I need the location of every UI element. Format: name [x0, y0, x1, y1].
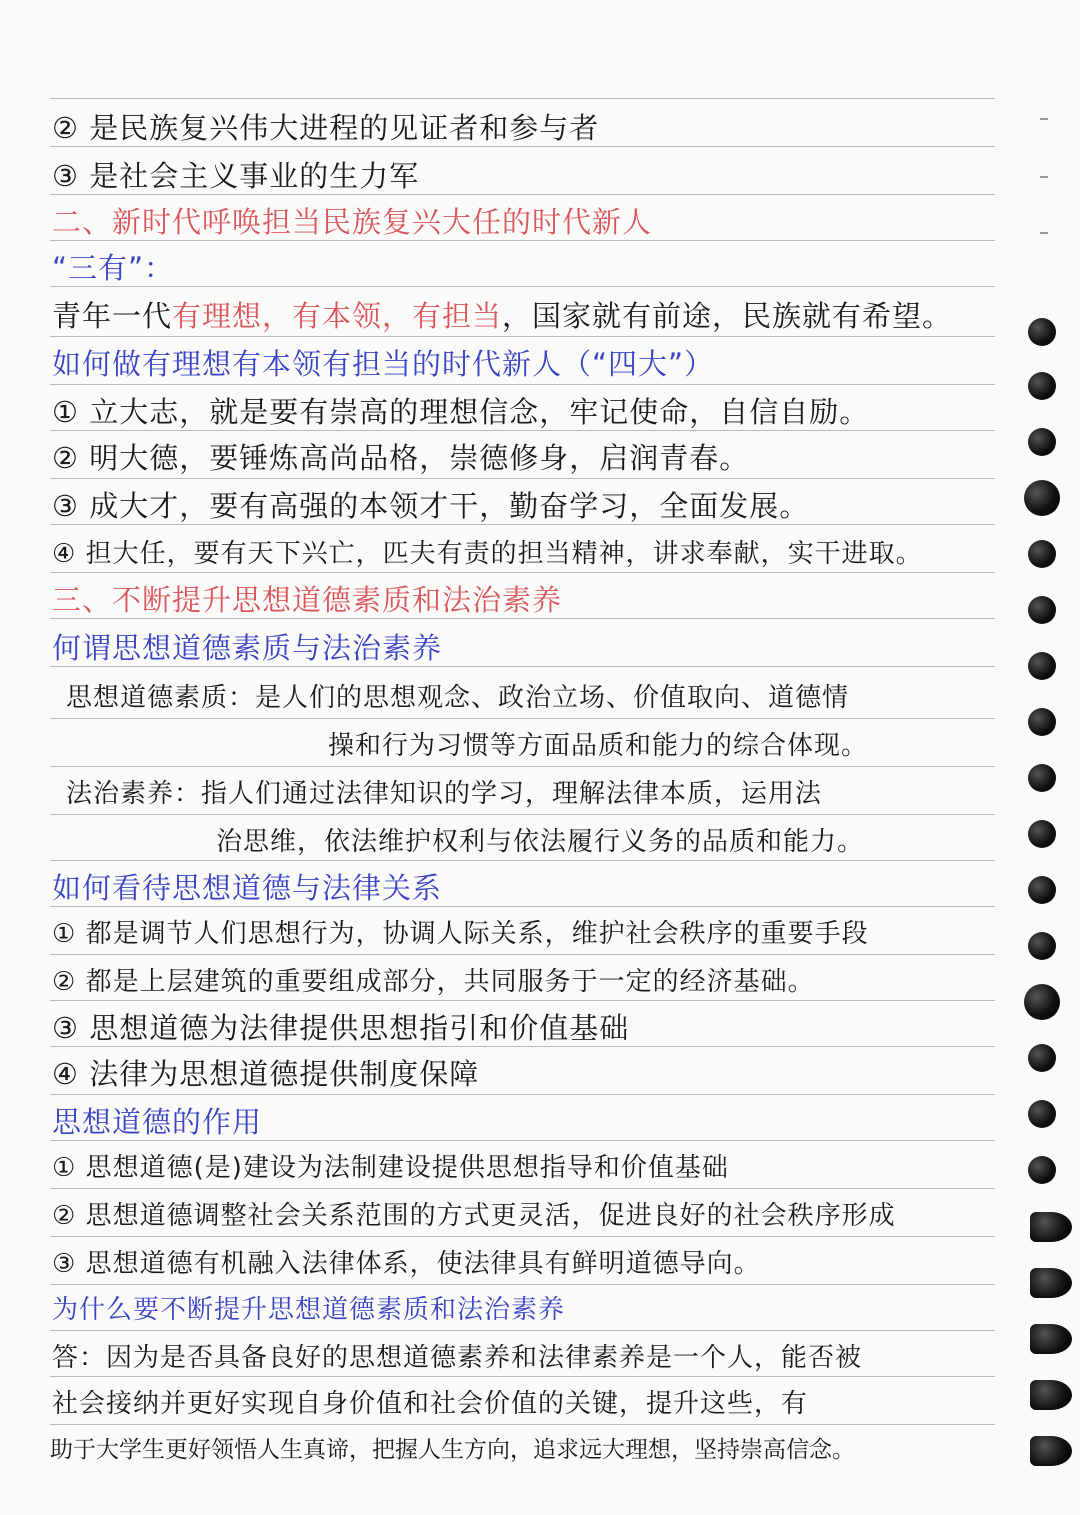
highlighted-text: 有理想，有本领，有担当 — [172, 299, 503, 333]
text-segment: 青年一代 — [52, 299, 173, 333]
subheading: 何谓思想道德素质与法治素养 — [52, 631, 443, 665]
note-line: ② 是民族复兴伟大进程的见证者和参与者 — [52, 111, 600, 145]
subheading: “三有”： — [52, 251, 175, 285]
ruled-line — [50, 1330, 995, 1331]
note-line: ③ 思想道德为法律提供思想指引和价值基础 — [52, 1011, 630, 1045]
binding-hole — [1030, 1212, 1072, 1242]
note-line: ② 明大德，要锤炼高尚品格，崇德修身，启润青春。 — [52, 441, 750, 475]
subheading: 为什么要不断提升思想道德素质和法治素养 — [52, 1295, 566, 1325]
note-line: ③ 思想道德有机融入法律体系，使法律具有鲜明道德导向。 — [52, 1249, 761, 1279]
binding-hole — [1028, 1044, 1056, 1072]
ruled-line — [50, 1284, 995, 1285]
ruled-line — [50, 1094, 995, 1095]
note-line: 治思维，依法维护权利与依法履行义务的品质和能力。 — [216, 827, 865, 857]
binding-hole — [1030, 1380, 1072, 1410]
ruled-line — [50, 1188, 995, 1189]
note-line: 答：因为是否具备良好的思想道德素养和法律素养是一个人，能否被 — [52, 1343, 863, 1373]
ruled-line — [50, 954, 995, 955]
binding-hole — [1028, 428, 1056, 456]
subheading: 如何做有理想有本领有担当的时代新人（“四大”） — [52, 347, 715, 381]
binding-hole — [1028, 764, 1056, 792]
note-line — [52, 296, 952, 336]
binding-hole — [1028, 708, 1056, 736]
note-line: ① 都是调节人们思想行为，协调人际关系，维护社会秩序的重要手段 — [52, 919, 869, 949]
ruled-line — [50, 336, 995, 337]
ruled-line — [50, 384, 995, 385]
binding-hole — [1024, 984, 1060, 1020]
note-line: ② 思想道德调整社会关系范围的方式更灵活，促进良好的社会秩序形成 — [52, 1201, 896, 1231]
binding-hole — [1028, 932, 1056, 960]
note-line: 助于大学生更好领悟人生真谛，把握人生方向，追求远大理想，坚持崇高信念。 — [50, 1437, 855, 1463]
section-heading: 二、新时代呼唤担当民族复兴大任的时代新人 — [52, 205, 653, 239]
ruled-line — [50, 766, 995, 767]
note-line: ③ 是社会主义事业的生力军 — [52, 159, 420, 193]
binding-hole — [1024, 480, 1060, 516]
binding-hole — [1028, 372, 1056, 400]
note-line: 社会接纳并更好实现自身价值和社会价值的关键，提升这些，有 — [52, 1389, 809, 1419]
ruled-line — [50, 1424, 995, 1425]
subheading: 思想道德的作用 — [52, 1105, 263, 1139]
binding-hole — [1030, 1436, 1072, 1466]
note-line: ③ 成大才，要有高强的本领才干，勤奋学习，全面发展。 — [52, 489, 810, 523]
binding-hole — [1028, 1100, 1056, 1128]
note-line: ① 思想道德(是)建设为法制建设提供思想指导和价值基础 — [52, 1153, 729, 1183]
ruled-line — [50, 98, 995, 99]
subheading: 如何看待思想道德与法律关系 — [52, 871, 443, 905]
ruled-line — [50, 478, 995, 479]
note-line: 法治素养：指人们通过法律知识的学习，理解法律本质，运用法 — [66, 779, 823, 809]
ruled-line — [50, 1236, 995, 1237]
note-line: 思想道德素质：是人们的思想观念、政治立场、价值取向、道德情 — [66, 683, 850, 713]
note-line: ② 都是上层建筑的重要组成部分，共同服务于一定的经济基础。 — [52, 967, 815, 997]
ruled-line — [50, 286, 995, 287]
ruled-line — [50, 814, 995, 815]
binding-hole — [1028, 1156, 1056, 1184]
note-line: ④ 担大任，要有天下兴亡，匹夫有责的担当精神，讲求奉献，实干进取。 — [52, 539, 923, 569]
text-segment: ，国家就有前途，民族就有希望。 — [502, 299, 953, 333]
paper-speck — [1040, 118, 1048, 120]
binding-hole — [1030, 1324, 1072, 1354]
paper-speck — [1040, 176, 1048, 178]
paper-speck — [1040, 232, 1048, 234]
binding-hole — [1028, 596, 1056, 624]
note-line: ① 立大志，就是要有崇高的理想信念，牢记使命，自信自励。 — [52, 395, 870, 429]
note-line: ④ 法律为思想道德提供制度保障 — [52, 1057, 480, 1091]
note-line: 操和行为习惯等方面品质和能力的综合体现。 — [328, 731, 869, 761]
binding-hole — [1028, 820, 1056, 848]
ruled-line — [50, 718, 995, 719]
binding-hole — [1028, 318, 1056, 346]
binding-hole — [1028, 876, 1056, 904]
binding-hole — [1030, 1268, 1072, 1298]
binding-hole — [1028, 540, 1056, 568]
section-heading: 三、不断提升思想道德素质和法治素养 — [52, 583, 563, 617]
binding-hole — [1028, 652, 1056, 680]
